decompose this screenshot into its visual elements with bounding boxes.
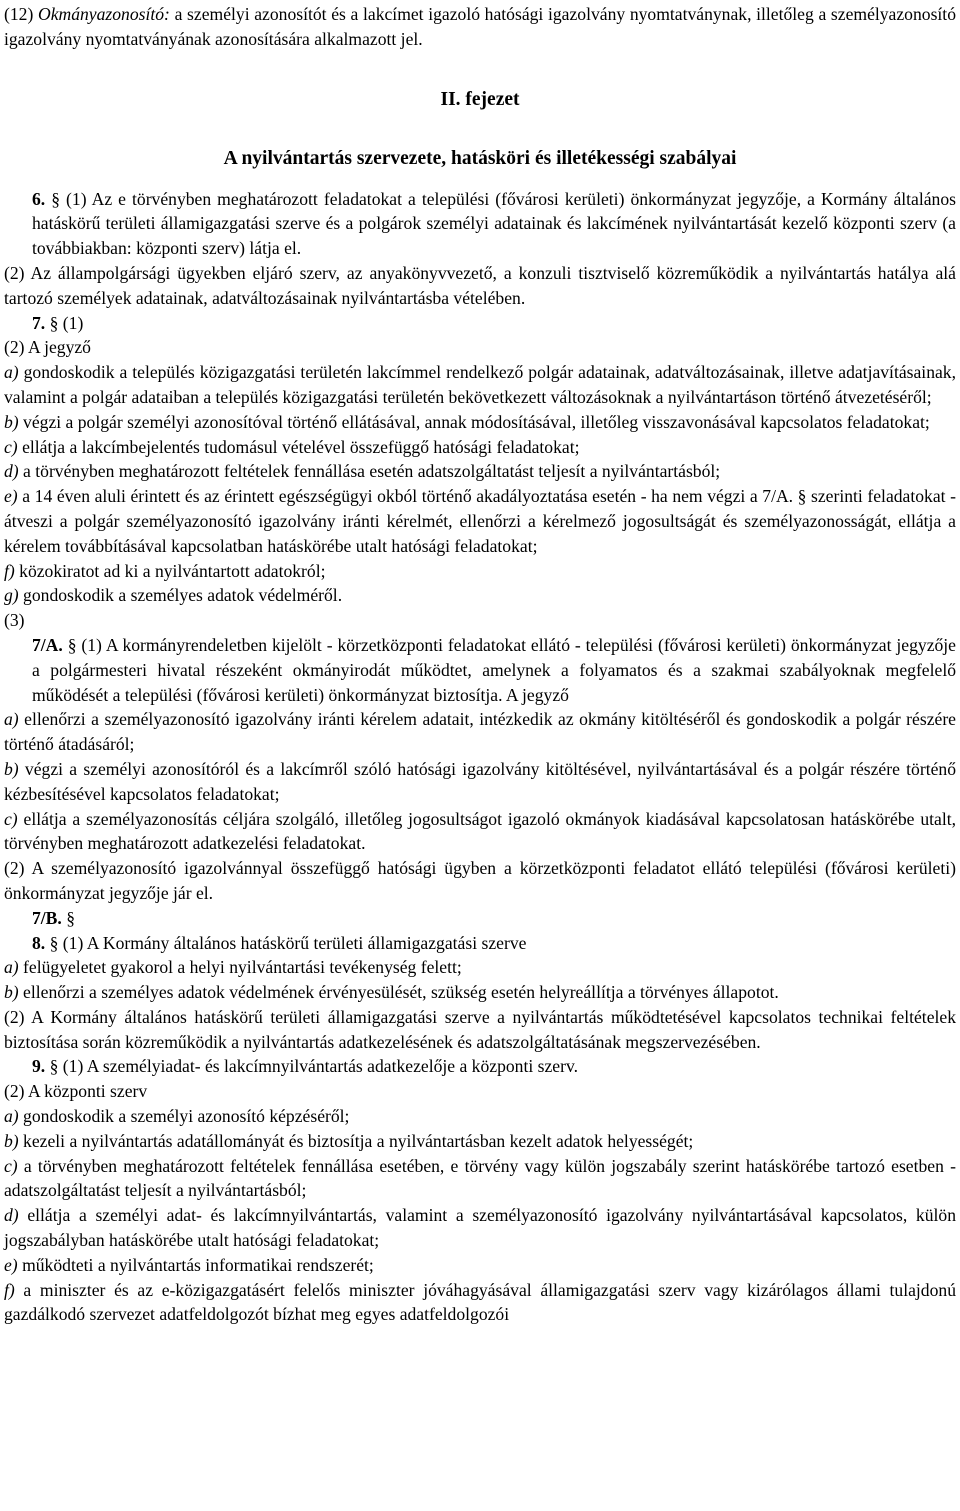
list-item-b: b) ellenőrzi a személyes adatok védelmének érvényesülését, szükség esetén helyreállítja a törvényes állapotot. — [4, 982, 779, 1003]
chapter-title: A nyilvántartás szervezete, hatásköri és illetékességi szabályai — [223, 147, 737, 169]
paragraph-label: (12) — [4, 4, 38, 24]
section-7-para-2: (2) A jegyző — [4, 337, 91, 358]
section-number: 9. — [32, 1056, 46, 1077]
section-7a-para-2: (2) A személyazonosító igazolvánnyal összefüggő hatósági ügyben a körzetközponti feladatot ellátó települési (fővárosi kerületi) önkormányzat jegyzője jár el. — [4, 858, 956, 903]
list-item-c: c) ellátja a lakcímbejelentés tudomásul vételével összefüggő hatósági feladatokat; — [4, 436, 580, 457]
list-item-e: e) működteti a nyilvántartás informatikai rendszerét; — [4, 1254, 374, 1275]
section-7a-para-1: 7/A. § (1) A kormányrendeletben kijelölt - körzetközponti feladatokat ellátó - települési (fővárosi kerületi) önkormányzat jegyzője a polgármesteri hivatal részeként okmányirodát működtet, amelynek a folyamatos és a szakmai szabályoknak megfelelő működését a települési (fővárosi kerületi) önkormányzat biztosítja. A jegyző — [32, 634, 956, 705]
section-9-para-2: (2) A központi szerv — [4, 1081, 148, 1102]
list-item-b: b) végzi a polgár személyi azonosítóval történő ellátásával, annak módosításával, illetőleg visszavonásával kapcsolatos feladatokat; — [4, 411, 930, 432]
section-number: 7/B. — [32, 907, 62, 928]
list-item-a: a) gondoskodik a személyi azonosító képzéséről; — [4, 1106, 350, 1127]
section-8-para-1: 8. § (1) A Kormány általános hatáskörű területi államigazgatási szerve — [32, 932, 527, 953]
section-number: 7. — [32, 312, 46, 333]
list-item-f: f) közokiratot ad ki a nyilvántartott adatokról; — [4, 560, 326, 581]
paragraph-text: a személyi azonosítót és a lakcímet igazoló hatósági igazolvány nyomtatványnak, illetőleg a személyazonosító igazolvány nyomtatványának azonosítására alkalmazott jel. — [4, 4, 956, 49]
section-6-para-1: 6. § (1) Az e törvényben meghatározott feladatokat a települési (fővárosi kerületi) önkormányzat jegyzője, a Kormány általános hatáskörű területi államigazgatási szerve és a polgárok személyi adatainak és lakcímének nyilvántartását kezelő központi szerv (a továbbiakban: központi szerv) látja el. — [32, 188, 956, 259]
list-item-c: c) a törvényben meghatározott feltételek fennállása esetében, e törvény vagy külön jogszabály szerint hatáskörébe tartozó esetben - adatszolgáltatást teljesít a nyilvántartásból; — [4, 1155, 956, 1201]
section-7-para-3: (3) — [4, 610, 25, 631]
list-item-a: a) felügyeletet gyakorol a helyi nyilvántartási tevékenység felett; — [4, 957, 462, 978]
section-number: 7/A. — [32, 634, 63, 655]
list-item-a: a) gondoskodik a település közigazgatási területén lakcímmel rendelkező polgár adatainak, adatváltozásainak, illetve adatjavításainak, valamint a polgár adataiban a település közigazgatási területén bekövetkezett változásoknak a nyilvántartáson történő átvezetéséről; — [4, 362, 956, 407]
chapter-number: II. fejezet — [440, 88, 520, 110]
list-item-d: d) ellátja a személyi adat- és lakcímnyilvántartás, valamint a személyazonosító igazolvány nyilvántartásával kapcsolatos, külön jogszabályban hatáskörébe utalt hatósági feladatokat; — [4, 1205, 956, 1251]
list-item-d: d) a törvényben meghatározott feltételek fennállása esetén adatszolgáltatást teljesít a nyilvántartásból; — [4, 461, 721, 482]
list-item-c: c) ellátja a személyazonosítás céljára szolgáló, illetőleg jogosultságot igazoló okmányok kiadásával kapcsolatosan hatáskörébe utalt, törvényben meghatározott adatkezelési feladatokat. — [4, 808, 956, 854]
section-number: 8. — [32, 932, 46, 953]
list-item-g: g) gondoskodik a személyes adatok védelméről. — [4, 585, 343, 606]
list-item-a: a) ellenőrzi a személyazonosító igazolvány iránti kérelem adatait, intézkedik az okmány kitöltéséről és gondoskodik a polgár részére történő átadásáról; — [4, 709, 956, 755]
list-item-b: b) végzi a személyi azonosítóról és a lakcímről szóló hatósági igazolvány kitöltésével, nyilvántartásával és a polgár részére történő kézbesítésével kapcsolatos feladatokat; — [4, 758, 956, 804]
paragraph-12 — [4, 0, 956, 52]
section-7b: 7/B. § — [32, 907, 76, 928]
section-9-para-1: 9. § (1) A személyiadat- és lakcímnyilvántartás adatkezelője a központi szerv. — [32, 1056, 579, 1077]
list-item-e: e) a 14 éven aluli érintett és az érintett egészségügyi okból történő akadályoztatása esetén - ha nem végzi a 7/A. § szerinti feladatokat - átveszi a polgár személyazonosító igazolvány iránti kérelmét, ellenőrzi a kérelmező jogosultságát és személyazonosságát, ellátja a kérelem továbbításával kapcsolatban hatáskörébe utalt hatósági feladatokat; — [4, 486, 956, 556]
defined-term: Okmányazonosító: — [37, 4, 170, 24]
section-6-para-2: (2) Az állampolgársági ügyekben eljáró szerv, az anyakönyvvezető, a konzuli tisztviselő közreműködik a nyilvántartás hatálya alá tartozó személyek adatainak, adatváltozásainak nyilvántartásba vételében. — [4, 262, 956, 308]
section-7-para-1: 7. § (1) — [32, 312, 84, 333]
section-8-para-2: (2) A Kormány általános hatáskörű területi államigazgatási szerve a nyilvántartás működtetésével kapcsolatos technikai feltételek biztosítása során közreműködik a nyilvántartás adatkezelésének és adatszolgáltatásának megszervezésében. — [4, 1006, 956, 1052]
list-item-b: b) kezeli a nyilvántartás adatállományát és biztosítja a nyilvántartásban kezelt adatok helyességét; — [4, 1130, 694, 1151]
section-number: 6. — [32, 188, 46, 209]
list-item-f: f) a miniszter és az e-közigazgatásért felelős miniszter jóváhagyásával államigazgatási szerv vagy kizárólagos állami tulajdonú gazdálkodó szervezet adatfeldolgozót bízhat meg egyes adatfeldolgozói — [4, 1279, 956, 1325]
